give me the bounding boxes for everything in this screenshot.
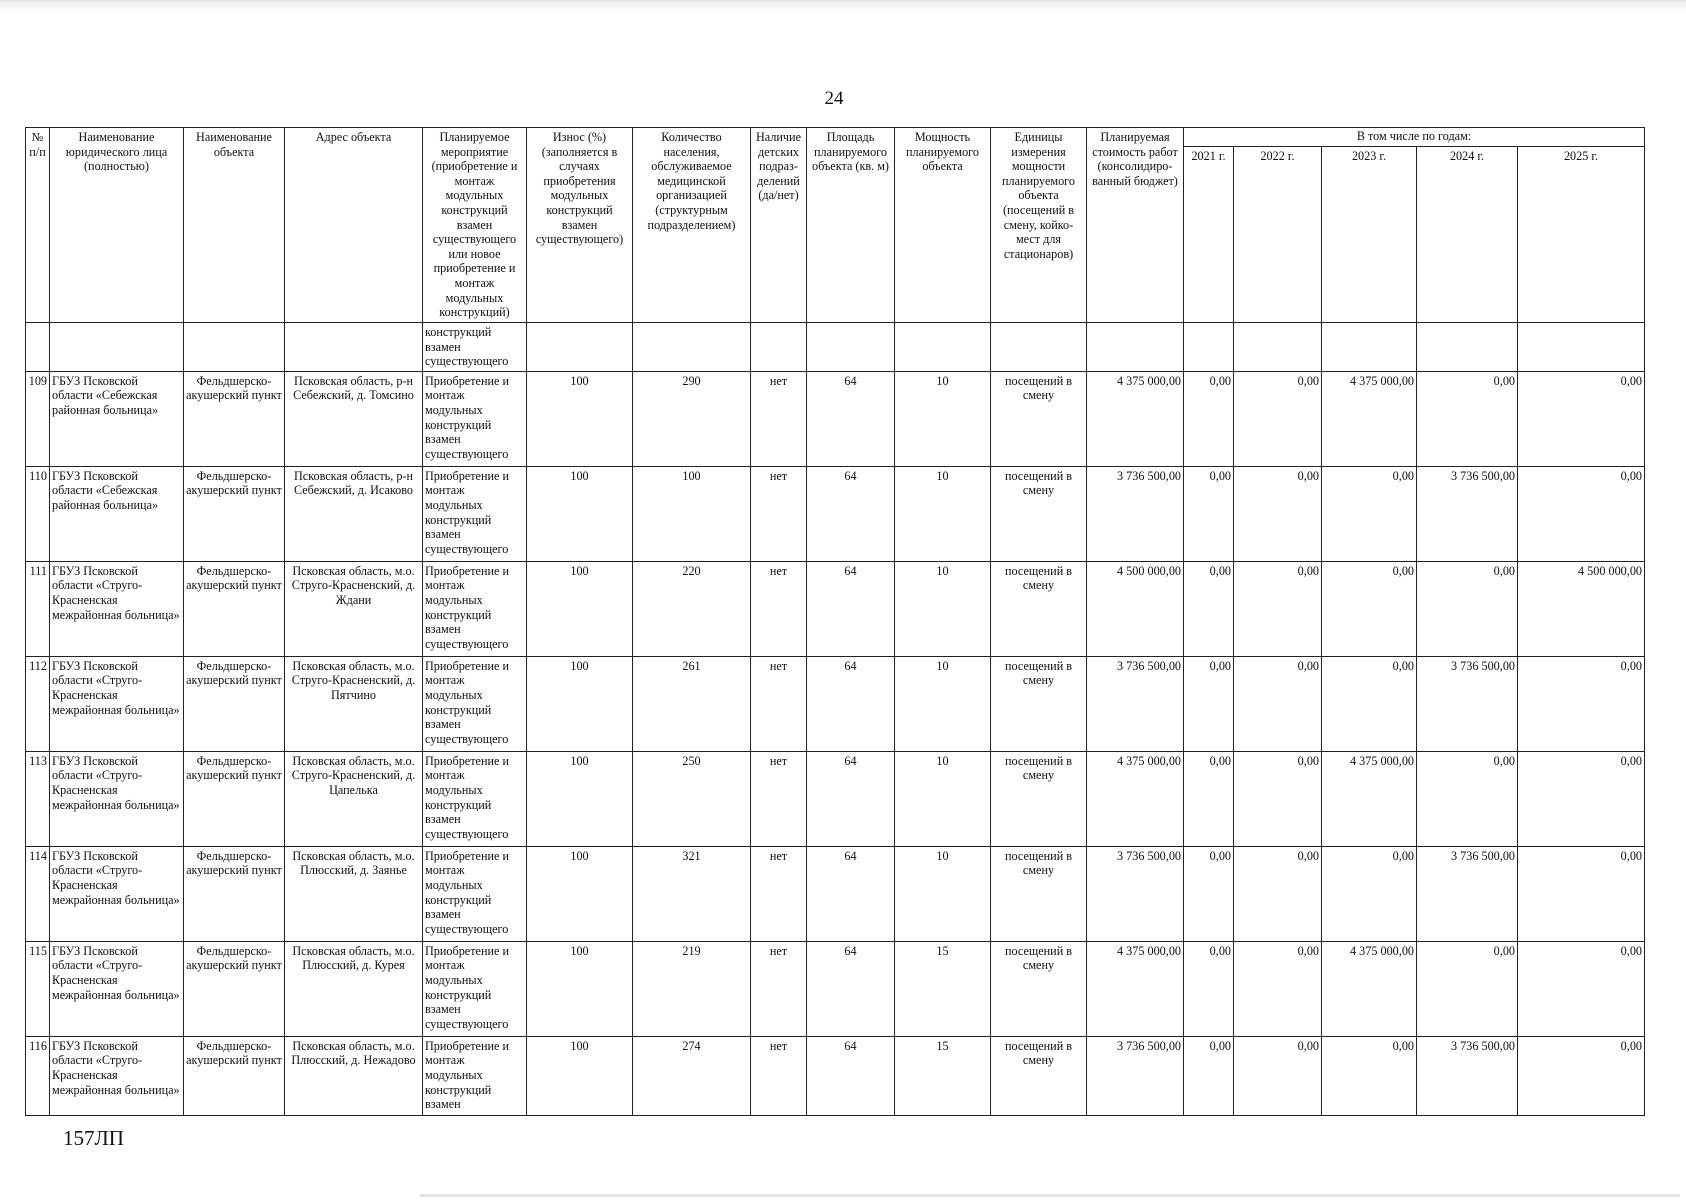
cell-address: Псковская область, р-н Себежский, д. Исаково	[285, 466, 423, 561]
cell-2025: 0,00	[1518, 846, 1645, 941]
cell-2023: 0,00	[1322, 846, 1417, 941]
cell-capacity: 10	[895, 371, 991, 466]
cell-2025: 0,00	[1518, 466, 1645, 561]
cell-wear: 100	[527, 466, 633, 561]
cell-children: нет	[751, 561, 807, 656]
cell-cost: 3 736 500,00	[1087, 1036, 1184, 1115]
cell-cost: 4 375 000,00	[1087, 751, 1184, 846]
cell-legal-name: ГБУЗ Псковской области «Струго-Красненская межрайонная больница»	[50, 656, 184, 751]
cell-activity: Приобретение и монтаж модульных конструкций взамен существующего	[423, 941, 527, 1036]
cell-cost: 4 375 000,00	[1087, 941, 1184, 1036]
col-year-2024-header: 2024 г.	[1417, 147, 1518, 323]
col-population-header: Количество населения, обслуживаемое медицинской организацией (структурным подразделением)	[633, 128, 751, 323]
scan-edge-top	[0, 0, 1686, 14]
cell-num: 110	[26, 466, 50, 561]
cell-legal-name: ГБУЗ Псковской области «Струго-Красненская межрайонная больница»	[50, 561, 184, 656]
cell-2021: 0,00	[1184, 1036, 1234, 1115]
cell-address: Псковская область, м.о. Плюсский, д. Нежадово	[285, 1036, 423, 1115]
cell-area: 64	[807, 466, 895, 561]
cell-2021: 0,00	[1184, 941, 1234, 1036]
table-row	[26, 751, 1645, 846]
cell-legal-name: ГБУЗ Псковской области «Себежская районная больница»	[50, 371, 184, 466]
cell-activity: Приобретение и монтаж модульных конструкций взамен существующего	[423, 751, 527, 846]
cell-2024: 3 736 500,00	[1417, 846, 1518, 941]
cell-cost: 3 736 500,00	[1087, 466, 1184, 561]
cell-2023: 0,00	[1322, 561, 1417, 656]
cell-num: 111	[26, 561, 50, 656]
cell-activity: Приобретение и монтаж модульных конструкций взамен существующего	[423, 846, 527, 941]
cell-activity: Приобретение и монтаж модульных конструкций взамен существующего	[423, 466, 527, 561]
cell-capacity: 10	[895, 751, 991, 846]
cell-2021: 0,00	[1184, 466, 1234, 561]
cell-children: нет	[751, 751, 807, 846]
cell-2023: 4 375 000,00	[1322, 941, 1417, 1036]
cell-wear: 100	[527, 656, 633, 751]
cell-wear: 100	[527, 1036, 633, 1115]
cell-capacity: 10	[895, 846, 991, 941]
cell-area: 64	[807, 751, 895, 846]
cell-units: посещений в смену	[991, 1036, 1087, 1115]
cell-wear: 100	[527, 561, 633, 656]
cell-2025: 0,00	[1518, 941, 1645, 1036]
cell-population: 274	[633, 1036, 751, 1115]
registry-table	[25, 127, 1645, 1116]
cell-2023: 0,00	[1322, 656, 1417, 751]
cell-address: Псковская область, м.о. Плюсский, д. Курея	[285, 941, 423, 1036]
cell-activity: Приобретение и монтаж модульных конструкций взамен существующего	[423, 371, 527, 466]
cell-legal-name: ГБУЗ Псковской области «Струго-Красненская межрайонная больница»	[50, 1036, 184, 1115]
col-year-2022-header: 2022 г.	[1234, 147, 1322, 323]
cell-address: Псковская область, р-н Себежский, д. Томсино	[285, 371, 423, 466]
cell-activity: Приобретение и монтаж модульных конструкций взамен существующего	[423, 561, 527, 656]
cell-units: посещений в смену	[991, 561, 1087, 656]
cell-2024: 0,00	[1417, 561, 1518, 656]
cell-object-name: Фельдшерско-акушерский пункт	[184, 846, 285, 941]
col-legal-name-header: Наименование юридического лица (полностью)	[50, 128, 184, 323]
table-row	[26, 371, 1645, 466]
cell-2022: 0,00	[1234, 846, 1322, 941]
cell-2023: 0,00	[1322, 1036, 1417, 1115]
cell-area: 64	[807, 1036, 895, 1115]
cell-2023: 4 375 000,00	[1322, 751, 1417, 846]
cell-activity: Приобретение и монтаж модульных конструкций взамен	[423, 1036, 527, 1115]
cell-capacity: 10	[895, 561, 991, 656]
cell-units: посещений в смену	[991, 371, 1087, 466]
cell-2022: 0,00	[1234, 941, 1322, 1036]
col-capacity-header: Мощность планируемого объекта	[895, 128, 991, 323]
cell-num: 115	[26, 941, 50, 1036]
cell-2022: 0,00	[1234, 656, 1322, 751]
cell-activity: Приобретение и монтаж модульных конструкций взамен существующего	[423, 656, 527, 751]
cell-2021: 0,00	[1184, 846, 1234, 941]
page-number: 24	[824, 88, 844, 109]
cell-2025: 4 500 000,00	[1518, 561, 1645, 656]
cell-children: нет	[751, 466, 807, 561]
cell-2024: 3 736 500,00	[1417, 1036, 1518, 1115]
col-units-header: Единицы измерения мощности планируемого объекта (посещений в смену, койко-мест для стационаров)	[991, 128, 1087, 323]
cell-2025: 0,00	[1518, 656, 1645, 751]
col-area-header: Площадь планируемого объекта (кв. м)	[807, 128, 895, 323]
cell-2022: 0,00	[1234, 466, 1322, 561]
cell-legal-name: ГБУЗ Псковской области «Струго-Красненская межрайонная больница»	[50, 846, 184, 941]
cell-2024: 0,00	[1417, 751, 1518, 846]
cell-address: Псковская область, м.о. Струго-Красненский, д. Цапелька	[285, 751, 423, 846]
cell-capacity: 10	[895, 656, 991, 751]
cell-population: 290	[633, 371, 751, 466]
cell-object-name: Фельдшерско-акушерский пункт	[184, 1036, 285, 1115]
col-year-2023-header: 2023 г.	[1322, 147, 1417, 323]
cell-2021: 0,00	[1184, 751, 1234, 846]
cell-legal-name: ГБУЗ Псковской области «Струго-Красненская межрайонная больница»	[50, 751, 184, 846]
continuation-row	[26, 323, 1645, 372]
cell-children: нет	[751, 1036, 807, 1115]
cell-legal-name: ГБУЗ Псковской области «Себежская районная больница»	[50, 466, 184, 561]
cell-units: посещений в смену	[991, 466, 1087, 561]
cell-cost: 4 500 000,00	[1087, 561, 1184, 656]
cell-2021: 0,00	[1184, 561, 1234, 656]
cell-children: нет	[751, 846, 807, 941]
scan-edge-bottom	[420, 1194, 1680, 1197]
table-row	[26, 941, 1645, 1036]
cell-num: 112	[26, 656, 50, 751]
cell-wear: 100	[527, 846, 633, 941]
table-row	[26, 561, 1645, 656]
cell-children: нет	[751, 656, 807, 751]
cell-children: нет	[751, 371, 807, 466]
cell-wear: 100	[527, 751, 633, 846]
cell-area: 64	[807, 371, 895, 466]
cell-address: Псковская область, м.о. Плюсский, д. Заянье	[285, 846, 423, 941]
cell-address: Псковская область, м.о. Струго-Красненский, д. Пятчино	[285, 656, 423, 751]
cell-cost: 3 736 500,00	[1087, 656, 1184, 751]
cell-units: посещений в смену	[991, 941, 1087, 1036]
cell-area: 64	[807, 656, 895, 751]
col-year-2021-header: 2021 г.	[1184, 147, 1234, 323]
cell-population: 250	[633, 751, 751, 846]
cell-capacity: 15	[895, 1036, 991, 1115]
cell-area: 64	[807, 941, 895, 1036]
cell-2024: 3 736 500,00	[1417, 466, 1518, 561]
cell-object-name: Фельдшерско-акушерский пункт	[184, 751, 285, 846]
table-row	[26, 846, 1645, 941]
cell-units: посещений в смену	[991, 846, 1087, 941]
cell-area: 64	[807, 561, 895, 656]
cell-2024: 0,00	[1417, 371, 1518, 466]
cell-population: 220	[633, 561, 751, 656]
cell-2025: 0,00	[1518, 371, 1645, 466]
cell-2025: 0,00	[1518, 1036, 1645, 1115]
cell-capacity: 10	[895, 466, 991, 561]
cell-2025: 0,00	[1518, 751, 1645, 846]
col-by-years-header: В том числе по годам:	[1184, 128, 1645, 147]
cell-capacity: 15	[895, 941, 991, 1036]
cell-num: 114	[26, 846, 50, 941]
col-address-header: Адрес объекта	[285, 128, 423, 323]
cell-population: 321	[633, 846, 751, 941]
footer-code: 157ЛП	[63, 1126, 124, 1150]
cell-object-name: Фельдшерско-акушерский пункт	[184, 941, 285, 1036]
cell-address: Псковская область, м.о. Струго-Красненский, д. Ждани	[285, 561, 423, 656]
col-activity-header: Планируемое мероприятие (приобретение и монтаж модульных конструкций взамен существующего или новое приобретение и монтаж модульных конструкций)	[423, 128, 527, 323]
col-children-header: Наличие детских подраз-делений (да/нет)	[751, 128, 807, 323]
col-wear-header: Износ (%) (заполняется в случаях приобретения модульных конструкций взамен существующего)	[527, 128, 633, 323]
cell-cost: 3 736 500,00	[1087, 846, 1184, 941]
cell-object-name: Фельдшерско-акушерский пункт	[184, 561, 285, 656]
cell-2022: 0,00	[1234, 371, 1322, 466]
cell-wear: 100	[527, 371, 633, 466]
cell-2022: 0,00	[1234, 751, 1322, 846]
cell-legal-name: ГБУЗ Псковской области «Струго-Красненская межрайонная больница»	[50, 941, 184, 1036]
continuation-activity: конструкций взамен существующего	[423, 323, 527, 372]
cell-2021: 0,00	[1184, 656, 1234, 751]
cell-population: 261	[633, 656, 751, 751]
header-row-1	[26, 128, 1645, 147]
cell-2024: 0,00	[1417, 941, 1518, 1036]
cell-object-name: Фельдшерско-акушерский пункт	[184, 656, 285, 751]
cell-object-name: Фельдшерско-акушерский пункт	[184, 466, 285, 561]
cell-2023: 4 375 000,00	[1322, 371, 1417, 466]
cell-object-name: Фельдшерско-акушерский пункт	[184, 371, 285, 466]
cell-population: 100	[633, 466, 751, 561]
cell-2022: 0,00	[1234, 561, 1322, 656]
col-object-name-header: Наименование объекта	[184, 128, 285, 323]
table-row	[26, 1036, 1645, 1115]
cell-units: посещений в смену	[991, 751, 1087, 846]
cell-2021: 0,00	[1184, 371, 1234, 466]
cell-num: 113	[26, 751, 50, 846]
cell-cost: 4 375 000,00	[1087, 371, 1184, 466]
col-num-header: № п/п	[26, 128, 50, 323]
table-row	[26, 466, 1645, 561]
cell-num: 116	[26, 1036, 50, 1115]
cell-wear: 100	[527, 941, 633, 1036]
col-cost-header: Планируемая стоимость работ (консолидиро-ванный бюджет)	[1087, 128, 1184, 323]
col-year-2025-header: 2025 г.	[1518, 147, 1645, 323]
cell-children: нет	[751, 941, 807, 1036]
table-row	[26, 656, 1645, 751]
cell-2022: 0,00	[1234, 1036, 1322, 1115]
cell-2023: 0,00	[1322, 466, 1417, 561]
cell-2024: 3 736 500,00	[1417, 656, 1518, 751]
cell-population: 219	[633, 941, 751, 1036]
cell-area: 64	[807, 846, 895, 941]
cell-num: 109	[26, 371, 50, 466]
cell-units: посещений в смену	[991, 656, 1087, 751]
